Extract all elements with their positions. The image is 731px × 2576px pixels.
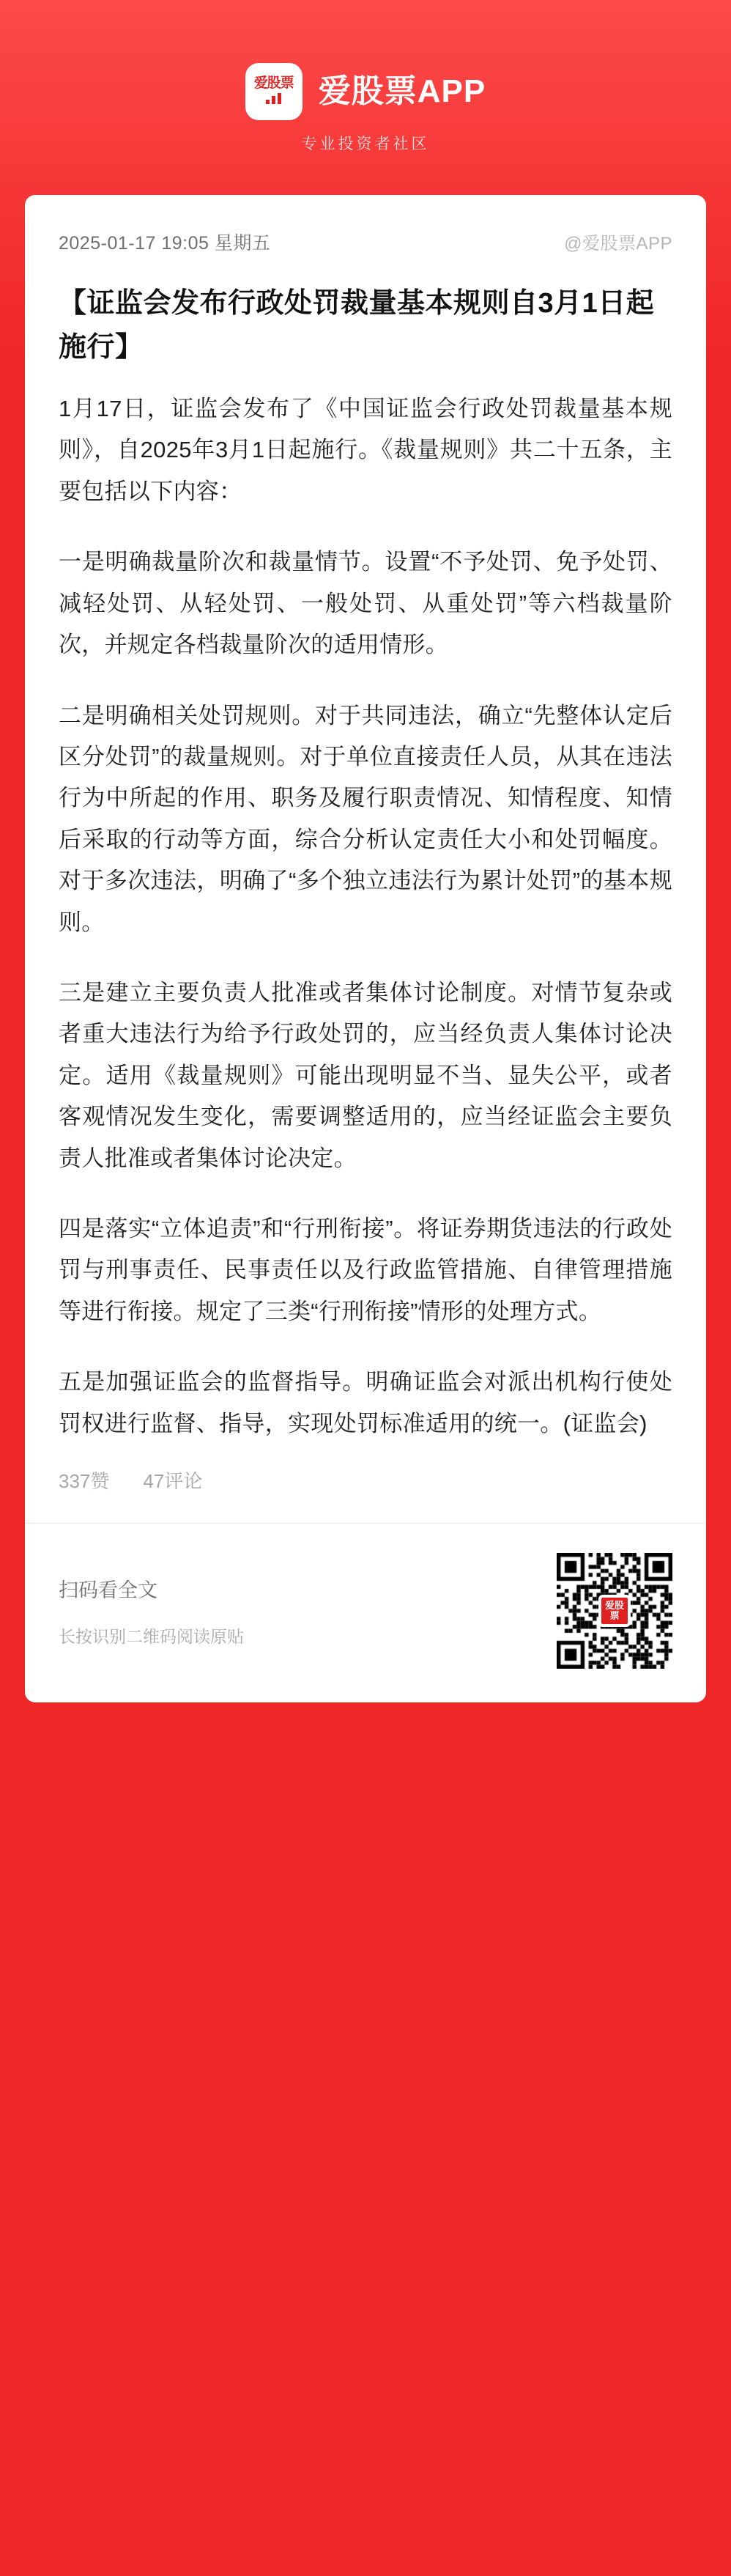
longpress-hint: 长按识别二维码阅读原贴 xyxy=(59,1627,244,1646)
post-body xyxy=(59,388,672,1444)
app-name: 爱股票APP xyxy=(318,73,486,109)
footer-text xyxy=(59,1574,244,1647)
post-date: 2025-01-17 19:05 星期五 xyxy=(59,233,271,254)
post-paragraph: 1月17日，证监会发布了《中国证监会行政处罚裁量基本规则》，自2025年3月1日起施行。《裁量规则》共二十五条，主要包括以下内容： xyxy=(59,396,672,504)
post-paragraph: 五是加强证监会的监督指导。明确证监会对派出机构行使处罚权进行监督、指导，实现处罚标准适用的统一。(证监会) xyxy=(59,1369,672,1436)
post-meta xyxy=(59,229,672,255)
brand-header xyxy=(0,0,731,154)
app-logo-icon xyxy=(245,63,303,120)
post-paragraph: 四是落实“立体追责”和“行刑衔接”。将证券期货违法的行政处罚与刑事责任、民事责任以及行政监管措施、自律管理措施等进行衔接。规定了三类“行刑衔接”情形的处理方式。 xyxy=(59,1215,672,1324)
post-paragraph: 三是建立主要负责人批准或者集体讨论制度。对情节复杂或者重大违法行为给予行政处罚的，应当经负责人集体讨论决定。适用《裁量规则》可能出现明显不当、显失公平，或者客观情况发生变化，需要调整适用的，应当经证监会主要负责人批准或者集体讨论决定。 xyxy=(59,979,672,1171)
qr-center-logo-icon xyxy=(598,1595,631,1627)
scan-hint: 扫码看全文 xyxy=(59,1579,157,1601)
post-stats xyxy=(59,1466,672,1523)
app-tagline: 专业投资者社区 xyxy=(301,136,430,152)
post-handle: @爱股票APP xyxy=(564,234,672,254)
brand-row xyxy=(245,63,486,120)
like-count[interactable]: 337赞 xyxy=(59,1470,110,1492)
app-logo-text: 爱股票 xyxy=(253,75,294,91)
qr-center-text: 爱股票 xyxy=(604,1600,624,1621)
post-card xyxy=(25,195,706,1702)
comment-count[interactable]: 47评论 xyxy=(143,1470,203,1492)
post-title: 【证监会发布行政处罚裁量基本规则自3月1日起施行】 xyxy=(59,288,655,363)
card-footer xyxy=(59,1524,672,1702)
qr-code[interactable] xyxy=(557,1553,672,1669)
logo-chart-bars-icon xyxy=(266,93,281,104)
post-paragraph: 二是明确相关处罚规则。对于共同违法，确立“先整体认定后区分处罚”的裁量规则。对于单位直接责任人员，从其在违法行为中所起的作用、职务及履行职责情况、知情程度、知情后采取的行动等方面，综合分析认定责任大小和处罚幅度。对于多次违法，明确了“多个独立违法行为累计处罚”的基本规则。 xyxy=(59,702,672,935)
post-paragraph: 一是明确裁量阶次和裁量情节。设置“不予处罚、免予处罚、减轻处罚、从轻处罚、一般处罚、从重处罚”等六档裁量阶次，并规定各档裁量阶次的适用情形。 xyxy=(59,549,672,658)
